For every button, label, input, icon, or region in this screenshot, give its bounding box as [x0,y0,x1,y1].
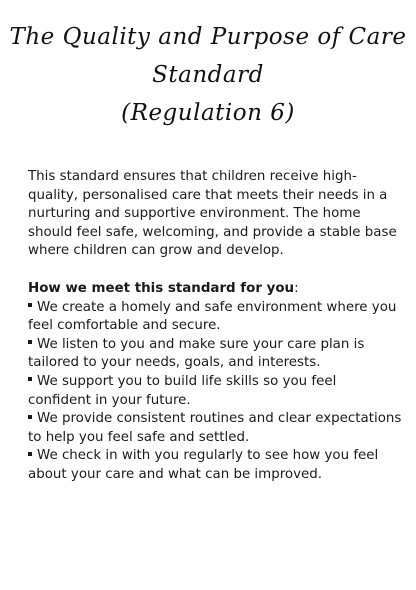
list-item [28,447,403,484]
bullet-icon [28,415,32,419]
title-line-2: Standard [152,62,264,88]
bullet-list [28,299,403,485]
bullet-icon [28,303,32,307]
list-item [28,299,403,336]
bullet-icon [28,452,32,456]
section-heading [28,280,403,299]
title-line-3: (Regulation 6) [121,100,295,126]
list-item [28,336,403,373]
list-item-text: We create a homely and safe environment where you feel comfortable and secure. [28,299,397,334]
list-item [28,373,403,410]
page-title [0,18,416,132]
intro-paragraph: This standard ensures that children receive high-quality, personalised care that meets their needs in a nurturing and supportive environment. The home should feel safe, welcoming, and provide a stable base where children can grow and develop. [28,169,397,259]
section-heading-text: How we meet this standard for you [28,281,295,296]
list-item-text: We provide consistent routines and clear expectations to help you feel safe and settled. [28,411,402,445]
list-item [28,410,403,447]
list-item-text: We check in with you regularly to see how you feel about your care and what can be improved. [28,448,379,482]
bullet-icon [28,340,32,344]
title-line-1: The Quality and Purpose of Care [9,24,407,50]
list-item-text: We support you to build life skills so you feel confident in your future. [28,373,337,408]
list-item-text: We listen to you and make sure your care plan is tailored to your needs, goals, and interests. [28,336,365,371]
standard-section [28,280,403,485]
bullet-icon [28,377,32,381]
section-heading-colon: : [294,281,299,296]
